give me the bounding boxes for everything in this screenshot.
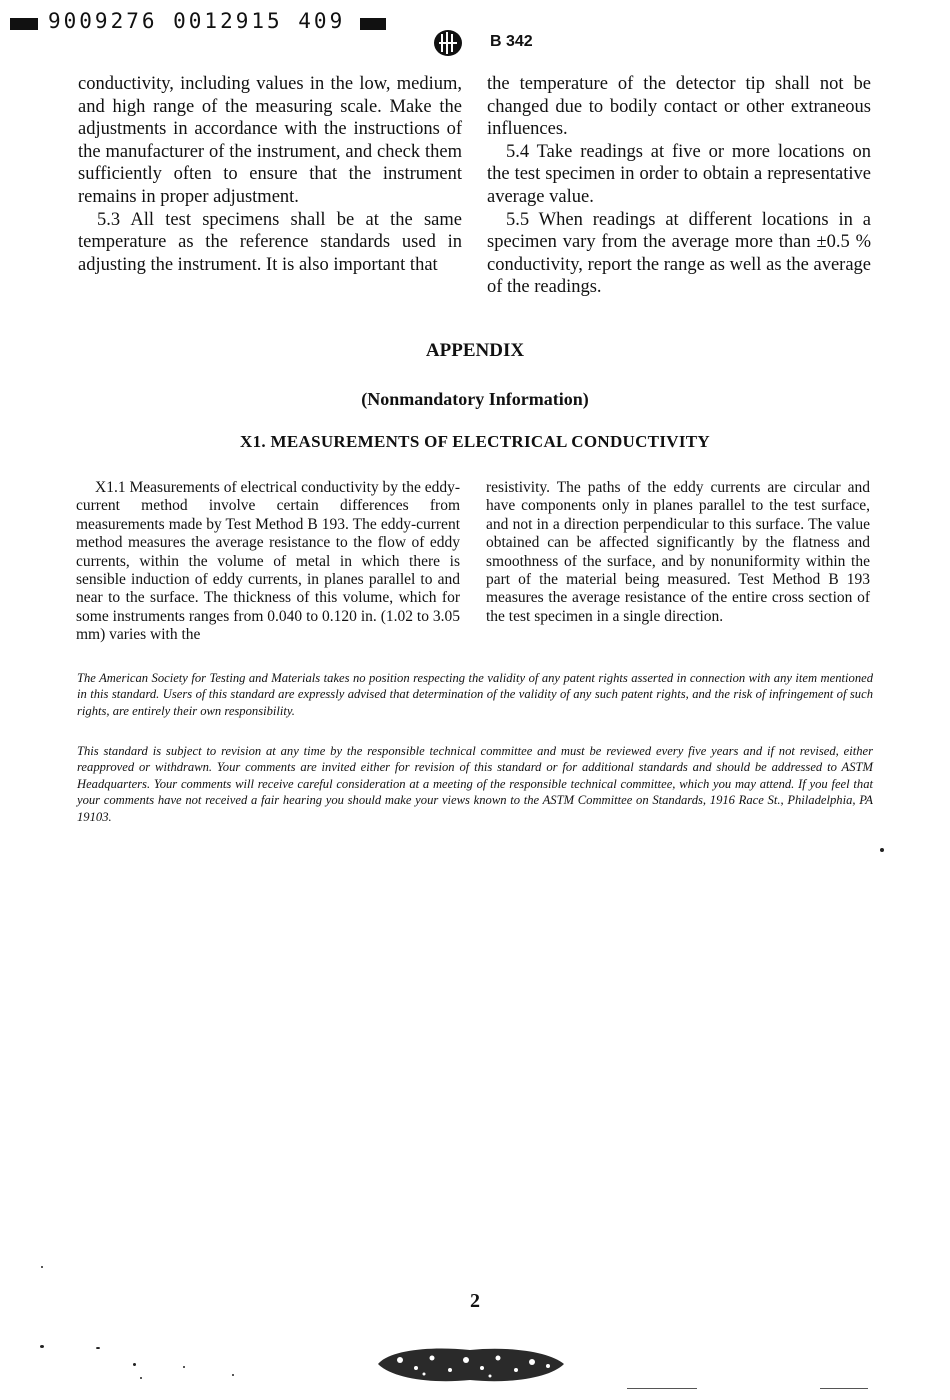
scan-speck (133, 1363, 136, 1366)
library-stamp-icon (370, 1340, 570, 1388)
body-right-column (487, 73, 871, 299)
footer-rule (627, 1388, 697, 1389)
appendix-left-column (76, 479, 460, 645)
appendix-title: APPENDIX (425, 340, 525, 361)
paragraph-x1-1: X1.1 Measurements of electrical conductivity by the eddy-current method involve certain differences from measurements made by Test Method B 193. The eddy-current method measures the average resistance to the flow of eddy currents, within the volume of metal in which there is sensible induction of eddy currents, in planes parallel to and near to the surface. The thickness of this volume, which for some instruments ranges from 0.040 to 0.120 in. (1.02 to 3.05 mm) varies with the (76, 479, 460, 644)
header-block-mark-right (360, 18, 386, 30)
section-heading-x1: X1. MEASUREMENTS OF ELECTRICAL CONDUCTIVITY (240, 432, 710, 451)
document-code: 9009276 0012915 409 (48, 9, 346, 33)
header-block-mark-left (10, 18, 38, 30)
scan-speck (183, 1366, 185, 1368)
footer-rule (820, 1388, 868, 1389)
scan-speck (41, 1266, 43, 1268)
paragraph-continuation-right: the temperature of the detector tip shall not be changed due to bodily contact or other extraneous influences. (487, 74, 871, 140)
paragraph-5-5: 5.5 When readings at different locations in a specimen vary from the average more than ±0.5 % conductivity, report the range as well as the average of the readings. (487, 209, 871, 298)
page-number: 2 (470, 1290, 480, 1312)
scan-speck (232, 1374, 234, 1376)
scan-speck (96, 1347, 100, 1349)
standard-designation: B 342 (490, 33, 533, 50)
paragraph-continuation: conductivity, including values in the low, medium, and high range of the measuring scale. Make the adjustments in accordance with the instructions of the manufacturer of the instrument, and check them sufficiently often to ensure that the instrument remains in proper adjustment. (78, 74, 462, 207)
astm-logo-icon (432, 28, 464, 58)
revision-notice: This standard is subject to revision at any time by the responsible technical committee and must be reviewed every five years and if not revised, either reapproved or withdrawn. Your comments are invited either for revision of this standard or for additional standards and should be addressed to ASTM Headquarters. Your comments will receive careful consideration at a meeting of the responsible technical committee, which you may attend. If you feel that your comments have not received a fair hearing you should make your views known to the ASTM Committee on Standards, 1916 Race St., Philadelphia, PA 19103. (77, 744, 873, 824)
patent-notice: The American Society for Testing and Materials takes no position respecting the validity of any patent rights asserted in connection with any item mentioned in this standard. Users of this standard are expressly advised that determination of the validity of any such patent rights, and the risk of infringement of such rights, are entirely their own responsibility. (77, 671, 873, 718)
paragraph-5-4: 5.4 Take readings at five or more locations on the test specimen in order to obtain a representative average value. (487, 141, 871, 207)
paragraph-5-3: 5.3 All test specimens shall be at the same temperature as the reference standards used in adjusting the instrument. It is also important that (78, 209, 462, 275)
scan-speck (140, 1377, 142, 1379)
paragraph-x1-1-continuation: resistivity. The paths of the eddy currents are circular and have components only in planes parallel to the test surface, and not in a direction perpendicular to this surface. The value obtained can be affected significantly by the flatness and smoothness of the surface, and by nonuniformity within the part of the material being measured. Test Method B 193 measures the average resistance of the entire cross section of the test specimen in a single direction. (486, 479, 870, 625)
appendix-right-column (486, 479, 870, 626)
scan-speck (40, 1345, 44, 1348)
appendix-subtitle: (Nonmandatory Information) (361, 389, 589, 409)
body-left-column (78, 73, 462, 276)
scan-speck (880, 848, 884, 852)
